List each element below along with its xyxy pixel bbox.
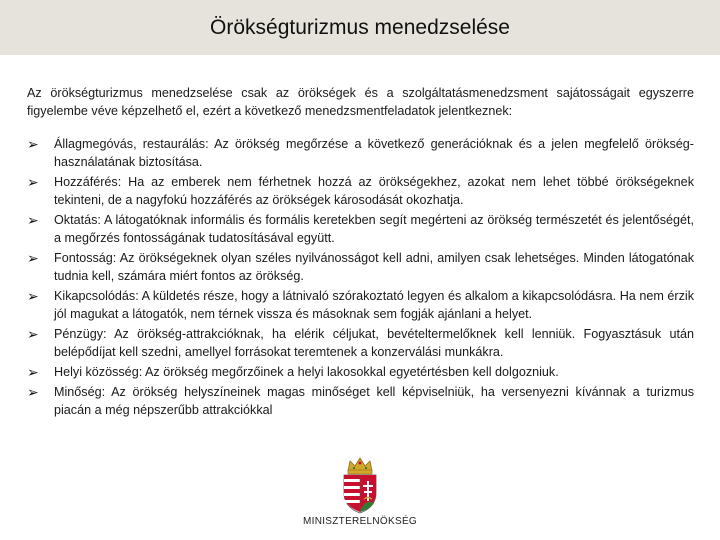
arrowhead-bullet-icon: ➢ <box>27 174 39 190</box>
list-item-text: Pénzügy: Az örökség-attrakcióknak, ha elérik céljukat, bevételtermelőknek kell lenniük. Fogyasztásuk után belépődíjat kell szedni, amellyel forrásokat teremtenek a konzervál​ási munkákra. <box>54 327 694 359</box>
list-item <box>27 363 694 381</box>
task-list <box>27 135 694 421</box>
list-item-text: Hozzáférés: Ha az emberek nem férhetnek hozzá az örökségekhez, azokat nem lehet többé örökségeknek tekinteni, de a nagyfokú hozzáférés az örökségek károsodását okozhatja. <box>54 175 694 207</box>
list-item <box>27 287 694 323</box>
list-item-text: Fontosság: Az örökségeknek olyan széles nyilvánosságot kell adni, amilyen csak lehetséges. Minden látogatónak tudnia kell, számára miért fontos az örökség. <box>54 251 694 283</box>
title-bar <box>0 0 720 55</box>
list-item-text: Minőség: Az örökség helyszíneinek magas minőséget kell képviselniük, ha versenyezni kívánnak a turizmus piacán a még népszerűbb attrakciókkal <box>54 385 694 417</box>
intro-paragraph: Az örökségturizmus menedzselése csak az örökségek és a szolgáltatásmenedzsment sajátosságait egyszerre figyelembe véve képzelhető el, ezért a következő menedzsmentfeladatok jelentkeznek: <box>27 85 694 118</box>
hungarian-coat-of-arms-icon <box>338 455 382 515</box>
list-item <box>27 135 694 171</box>
arrowhead-bullet-icon: ➢ <box>27 288 39 304</box>
ministry-label: MINISZTERELNÖKSÉG <box>302 516 417 527</box>
list-item <box>27 249 694 285</box>
arrowhead-bullet-icon: ➢ <box>27 212 39 228</box>
list-item <box>27 383 694 419</box>
page-title: Örökségturizmus menedzselése <box>210 15 510 39</box>
list-item-text: Helyi közösség: Az örökség megőrzőinek a helyi lakosokkal egyetértésben kell dolgozniuk. <box>54 365 559 379</box>
list-item-text: Oktatás: A látogatóknak informális és formális keretekben segít megérteni az örökség természetét és jelentőségét, a megőrzés fontosságának tudatosításával együtt. <box>54 213 694 245</box>
list-item <box>27 211 694 247</box>
arrowhead-bullet-icon: ➢ <box>27 326 39 342</box>
arrowhead-bullet-icon: ➢ <box>27 384 39 400</box>
list-item-text: Állagmegóvás, restaurálás: Az örökség megőrzése a következő generációknak és a jelen megfelelő örökség-használatának biztosítása. <box>54 137 694 169</box>
arrowhead-bullet-icon: ➢ <box>27 250 39 266</box>
list-item-text: Kikapcsolódás: A küldetés része, hogy a látnivaló szórakoztató legyen és alkalom a kikapcsolódásra. Ha nem érzik jól magukat a látogatók, nem térnek vissza és másoknak sem fogják ajánlani a helyet. <box>54 289 694 321</box>
list-item <box>27 173 694 209</box>
arrowhead-bullet-icon: ➢ <box>27 364 39 380</box>
list-item <box>27 325 694 361</box>
arrowhead-bullet-icon: ➢ <box>27 136 39 152</box>
